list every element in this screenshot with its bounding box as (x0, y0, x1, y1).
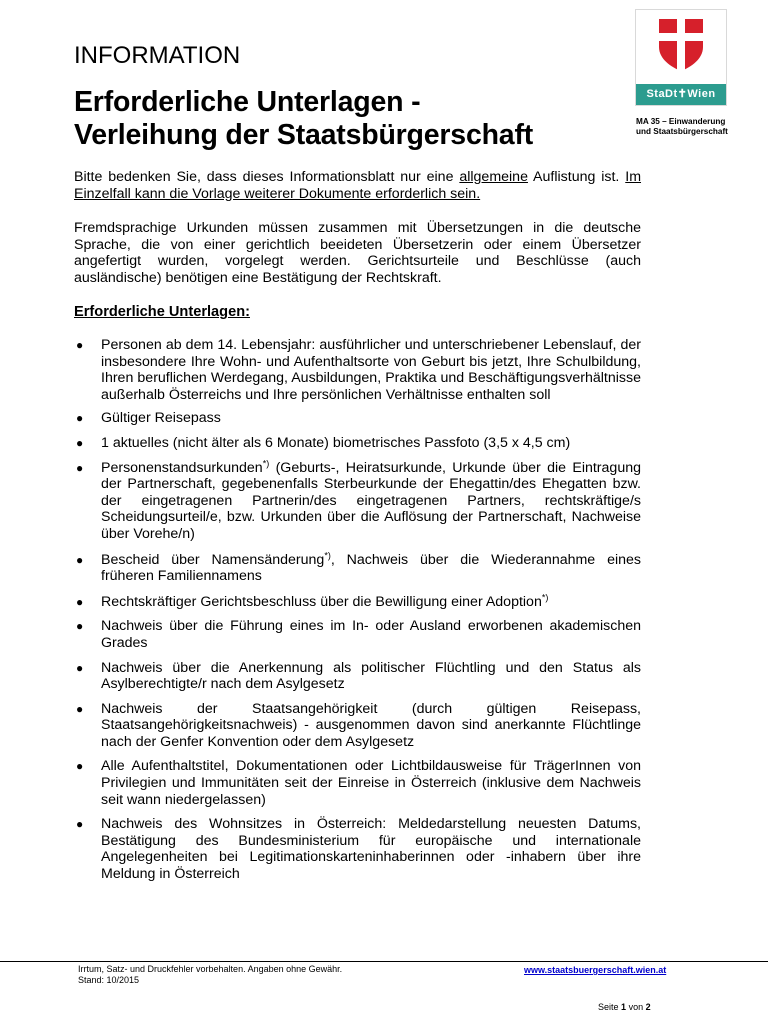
list-item (74, 701, 641, 751)
website-link[interactable]: www.staatsbuergerschaft.wien.at (524, 965, 667, 975)
list-item (74, 591, 641, 611)
bullet-icon: ● (76, 435, 84, 450)
item-text: Personen ab dem 14. Lebensjahr: ausführlicher und unterschriebener Lebenslauf, der insbesondere Ihre Wohn- und Aufenthaltsorte von Geburt bis jetzt, Ihre Schulbildung, Ihren beruflichen Werdegang, Ausbildungen, Praktika und Beschäftigungsverhältnisse außerhalb Österreichs und Ihre persönlichen Verhältnisse enthalten soll (101, 337, 641, 403)
bullet-icon: ● (76, 759, 84, 774)
foreign-documents-paragraph: Fremdsprachige Urkunden müssen zusammen mit Übersetzungen in die deutsche Sprache, die von einer gerichtlich beeideten Übersetzerin oder einem Übersetzer angefertigt wurden, vorgelegt werden. Gerichtsurteile und Beschlüsse (auch ausländische) benötigen eine Bestätigung der Rechtskraft. (74, 220, 641, 286)
list-item (74, 337, 641, 403)
item-text: Nachweis der Staatsangehörigkeit (durch gültigen Reisepass, Staatsangehörigkeitsnachweis) - ausgenommen davon sind anerkannte Flüchtlinge nach der Genfer Konvention oder dem Asylgesetz (101, 700, 641, 750)
logo-wordmark: StaDt✝Wien (636, 84, 726, 105)
document-kicker: INFORMATION (74, 42, 241, 69)
list-item (74, 660, 641, 693)
bullet-icon: ● (76, 817, 84, 832)
item-text: , Nachweis über die Wiederannahme eines früheren Familiennamens (101, 551, 641, 585)
bullet-icon: ● (76, 411, 84, 426)
item-text: Rechtskräftiger Gerichtsbeschluss über die Bewilligung einer Adoption (101, 593, 542, 610)
footnote-mark: *) (324, 549, 331, 560)
vienna-coat-of-arms-icon (659, 19, 703, 71)
intro-paragraph (74, 169, 641, 202)
stadt-wien-logo (635, 9, 727, 106)
footnote-mark: *) (262, 457, 270, 468)
item-text: Bescheid über Namensänderung (101, 551, 325, 568)
intro-text-2: Auflistung ist. (527, 169, 626, 185)
item-text: Nachweis über die Führung eines im In- oder Ausland erworbenen akademischen Grades (101, 618, 641, 651)
total-pages: 2 (645, 1002, 651, 1012)
department-line-1: MA 35 – Einwanderung (636, 117, 726, 126)
item-text: Nachweis über die Anerkennung als politischer Flüchtling und den Status als Asylberechtigte/r nach dem Asylgesetz (101, 659, 641, 693)
bullet-icon: ● (76, 594, 84, 609)
list-item (74, 758, 641, 808)
footer-stand: Stand: 10/2015 (78, 975, 140, 985)
list-item (74, 457, 641, 543)
bullet-icon: ● (76, 619, 84, 634)
bullet-icon: ● (76, 552, 84, 567)
item-text: Gültiger Reisepass (101, 410, 221, 427)
list-item (74, 549, 641, 585)
list-item (74, 816, 641, 882)
title-line-1: Erforderliche Unterlagen - (74, 86, 421, 118)
bullet-icon: ● (76, 338, 84, 352)
item-text: Personenstandsurkunden (101, 459, 263, 476)
page-title (74, 86, 533, 152)
item-text: Alle Aufenthaltstitel, Dokumentationen oder Lichtbildausweise für TrägerInnen von Privilegien und Immunitäten seit der Einreise in Österreich (inklusive dem Nachweis seit wann niedergelassen) (101, 758, 641, 808)
department-line-2: und Staatsbürgerschaft (636, 127, 728, 136)
footer-divider (0, 961, 768, 962)
footer-disclaimer: Irrtum, Satz- und Druckfehler vorbehalten. Angaben ohne Gewähr. (78, 964, 343, 974)
required-documents-list (74, 337, 641, 883)
list-item (74, 410, 641, 427)
department-label (636, 117, 728, 137)
list-item (74, 618, 641, 651)
page-of-label: von (628, 1002, 644, 1012)
intro-allgemeine: allgemeine (459, 169, 528, 185)
bullet-icon: ● (76, 660, 84, 675)
section-heading: Erforderliche Unterlagen: (74, 304, 250, 320)
item-text: 1 aktuelles (nicht älter als 6 Monate) biometrisches Passfoto (3,5 x 4,5 cm) (101, 434, 571, 451)
footer-info (78, 964, 342, 986)
bullet-icon: ● (76, 701, 84, 716)
intro-einzelfall: Im Einzelfall kann die Vorlage weiterer Dokumente erforderlich sein. (74, 169, 642, 202)
current-page: 1 (621, 1002, 627, 1012)
page-number (598, 1002, 651, 1012)
title-line-2: Verleihung der Staatsbürgerschaft (74, 119, 534, 151)
item-text: (Geburts-, Heiratsurkunde, Urkunde über die Eintragung der Partnerschaft, gegebenenfalls Sterbeurkunde der Ehegattin/des Ehegatten bzw. der eingetragenen Partnerin/des eingetragenen Partners, rechtskräftige/s Scheidungsurteil/e, bzw. Urkunden über die Auflösung der Partnerschaft, Nachweise über Vorehe/n) (101, 459, 641, 542)
intro-text-1: Bitte bedenken Sie, dass dieses Informationsblatt nur eine (74, 169, 460, 185)
bullet-icon: ● (76, 460, 84, 475)
footnote-mark: *) (541, 591, 549, 602)
list-item (74, 435, 641, 452)
page-label: Seite (598, 1002, 619, 1012)
item-text: Nachweis des Wohnsitzes in Österreich: Meldedarstellung neuesten Datums, Bestätigung des Bundesministerium für europäische und internationale Angelegenheiten bei Legitimationskarteninhaberinnen oder -inhabern über ihre Meldung in Österreich (101, 816, 641, 883)
